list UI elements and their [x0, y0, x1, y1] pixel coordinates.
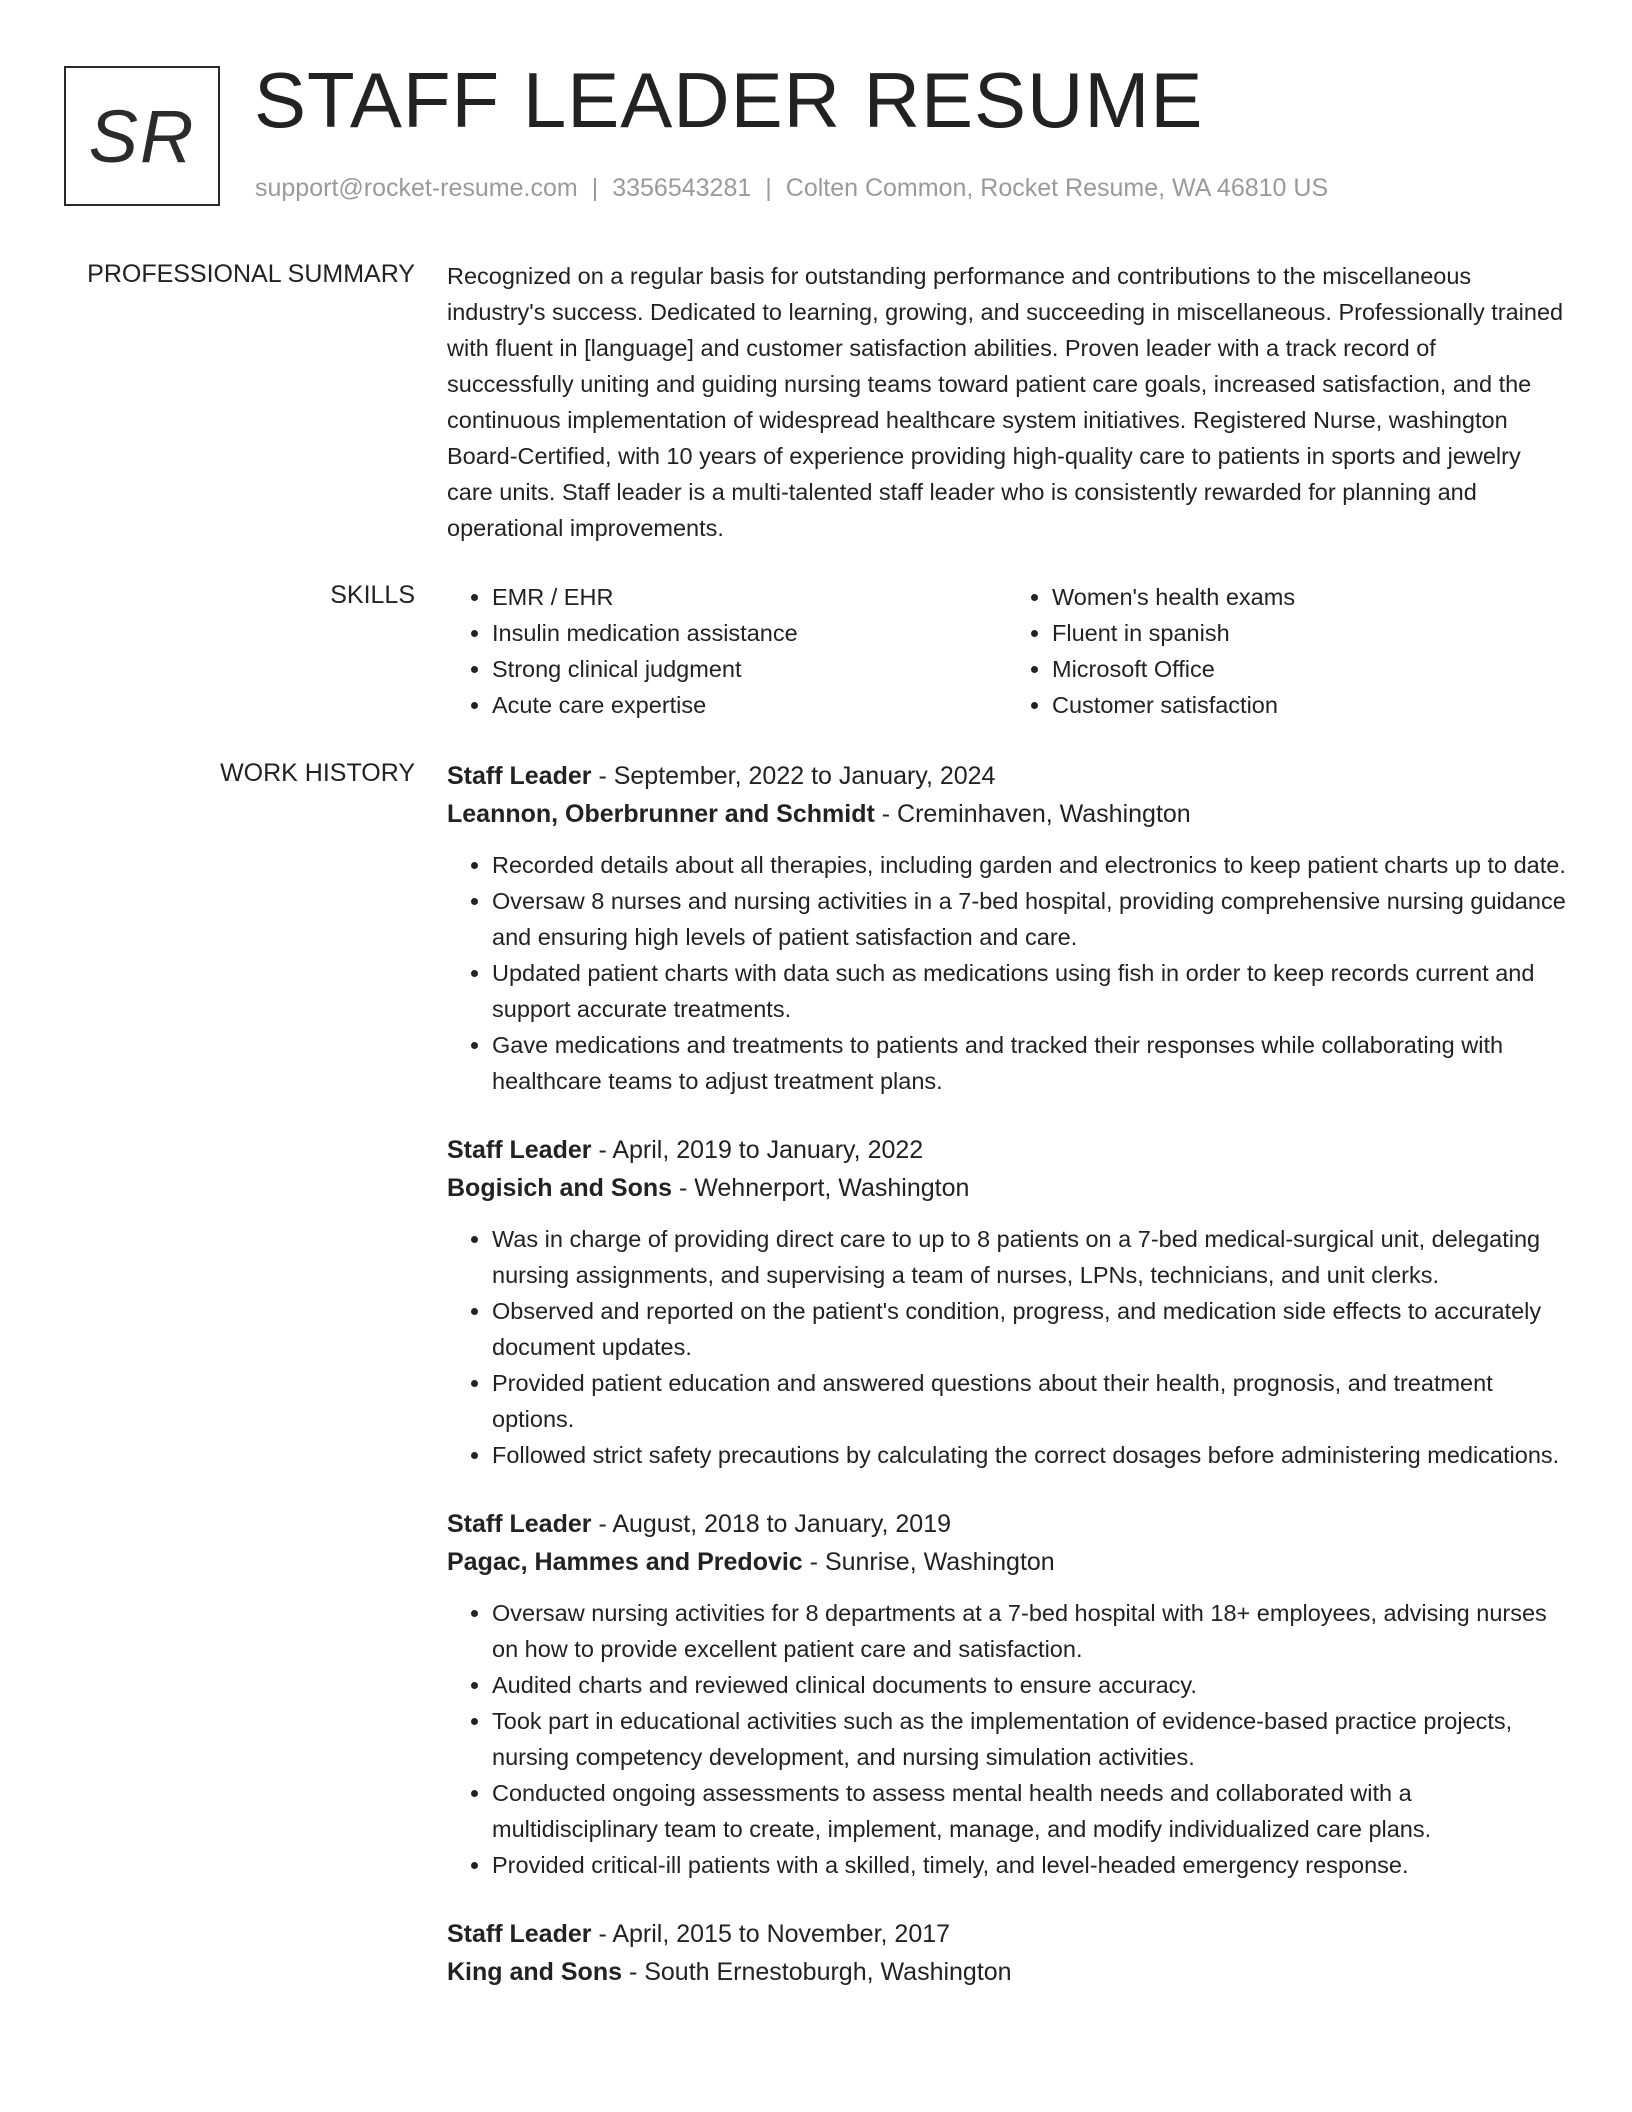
- job-bullets: [447, 1595, 1567, 1883]
- job-bullet: • Provided patient education and answered questions about their health, prognosis, and treatment options.: [492, 1365, 1567, 1437]
- summary-content: [447, 258, 1567, 546]
- page-title: STAFF LEADER RESUME: [254, 56, 1204, 144]
- job-company-line: [447, 795, 1567, 833]
- work-history-heading: WORK HISTORY: [220, 759, 415, 787]
- job-entry: [447, 1505, 1567, 1883]
- job-company: Leannon, Oberbrunner and Schmidt: [447, 800, 875, 828]
- job-bullet: • Was in charge of providing direct care to up to 8 patients on a 7-bed medical-surgical unit, delegating nursing assignments, and supervising a team of nurses, LPNs, technicians, and unit clerks.: [492, 1221, 1567, 1293]
- job-title-line: [447, 1505, 1567, 1543]
- job-title: Staff Leader: [447, 1920, 592, 1948]
- job-bullet: • Updated patient charts with data such as medications using fish in order to keep records current and support accurate treatments.: [492, 955, 1567, 1027]
- job-location: - Creminhaven, Washington: [881, 800, 1191, 828]
- job-company-line: [447, 1169, 1567, 1207]
- job-bullet: • Oversaw nursing activities for 8 departments at a 7-bed hospital with 18+ employees, advising nurses on how to provide excellent patient care and satisfaction.: [492, 1595, 1567, 1667]
- skills-heading: SKILLS: [330, 581, 415, 609]
- job-company: King and Sons: [447, 1958, 622, 1986]
- job-dates: - September, 2022 to January, 2024: [598, 762, 996, 790]
- skill-item: • Microsoft Office: [1052, 651, 1567, 687]
- job-bullets: [447, 1221, 1567, 1473]
- job-location: - Sunrise, Washington: [809, 1548, 1055, 1576]
- skill-item: • Customer satisfaction: [1052, 687, 1567, 723]
- job-dates: - August, 2018 to January, 2019: [598, 1510, 952, 1538]
- job-entry: [447, 1131, 1567, 1473]
- job-bullet: • Oversaw 8 nurses and nursing activities in a 7-bed hospital, providing comprehensive nursing guidance and ensuring high levels of patient satisfaction and care.: [492, 883, 1567, 955]
- work-history-content: [447, 757, 1567, 2023]
- skills-list-right: [1007, 579, 1567, 723]
- job-bullet: • Gave medications and treatments to patients and tracked their responses while collaborating with healthcare teams to adjust treatment plans.: [492, 1027, 1567, 1099]
- job-dates: - April, 2019 to January, 2022: [598, 1136, 924, 1164]
- contact-separator: |: [765, 174, 772, 202]
- job-dates: - April, 2015 to November, 2017: [598, 1920, 951, 1948]
- job-bullet: • Audited charts and reviewed clinical documents to ensure accuracy.: [492, 1667, 1567, 1703]
- job-title-line: [447, 1131, 1567, 1169]
- job-company-line: [447, 1953, 1567, 1991]
- job-title: Staff Leader: [447, 1510, 592, 1538]
- skill-item: • EMR / EHR: [492, 579, 1007, 615]
- skill-item: • Strong clinical judgment: [492, 651, 1007, 687]
- job-bullet: • Conducted ongoing assessments to assess mental health needs and collaborated with a multidisciplinary team to create, implement, manage, and modify individualized care plans.: [492, 1775, 1567, 1847]
- job-bullet: • Followed strict safety precautions by calculating the correct dosages before administering medications.: [492, 1437, 1567, 1473]
- job-title: Staff Leader: [447, 1136, 592, 1164]
- job-title: Staff Leader: [447, 762, 592, 790]
- job-bullet: • Observed and reported on the patient's condition, progress, and medication side effects to accurately document updates.: [492, 1293, 1567, 1365]
- job-bullet: • Recorded details about all therapies, including garden and electronics to keep patient charts up to date.: [492, 847, 1567, 883]
- job-company: Bogisich and Sons: [447, 1174, 673, 1202]
- job-location: - Wehnerport, Washington: [678, 1174, 970, 1202]
- skill-item: • Fluent in spanish: [1052, 615, 1567, 651]
- job-bullet: • Took part in educational activities such as the implementation of evidence-based practice projects, nursing competency development, and nursing simulation activities.: [492, 1703, 1567, 1775]
- monogram-badge: [64, 66, 220, 206]
- job-entry: [447, 757, 1567, 1099]
- job-bullets: [447, 847, 1567, 1099]
- job-company: Pagac, Hammes and Predovic: [447, 1548, 803, 1576]
- job-title-line: [447, 757, 1567, 795]
- job-bullet: • Provided critical-ill patients with a skilled, timely, and level-headed emergency response.: [492, 1847, 1567, 1883]
- skills-list-left: [447, 579, 1007, 723]
- job-location: - South Ernestoburgh, Washington: [628, 1958, 1012, 1986]
- contact-separator: |: [591, 174, 599, 202]
- skill-item: • Women's health exams: [1052, 579, 1567, 615]
- summary-text: Recognized on a regular basis for outstanding performance and contributions to the miscellaneous industry's success. Dedicated to learning, growing, and succeeding in miscellaneous. Professionally trained with fluent in [language] and customer satisfaction abilities. Proven leader with a track record of successfully uniting and guiding nursing teams toward patient care goals, increased satisfaction, and the continuous implementation of widespread healthcare system initiatives. Registered Nurse, washington Board-Certified, with 10 years of experience providing high-quality care to patients in sports and jewelry care units. Staff leader is a multi-talented staff leader who is consistently rewarded for planning and operational improvements.: [447, 263, 1564, 541]
- job-company-line: [447, 1543, 1567, 1581]
- job-entry: [447, 1915, 1567, 1991]
- skill-item: • Acute care expertise: [492, 687, 1007, 723]
- skill-item: • Insulin medication assistance: [492, 615, 1007, 651]
- summary-heading: PROFESSIONAL SUMMARY: [87, 260, 415, 288]
- contact-address: Colten Common, Rocket Resume, WA 46810 US: [785, 174, 1329, 202]
- skills-grid: [447, 579, 1567, 723]
- monogram-text: SR: [88, 94, 196, 178]
- contact-line: [255, 174, 1328, 203]
- job-title-line: [447, 1915, 1567, 1953]
- contact-email[interactable]: support@rocket-resume.com: [255, 174, 578, 202]
- contact-phone[interactable]: 3356543281: [612, 174, 752, 202]
